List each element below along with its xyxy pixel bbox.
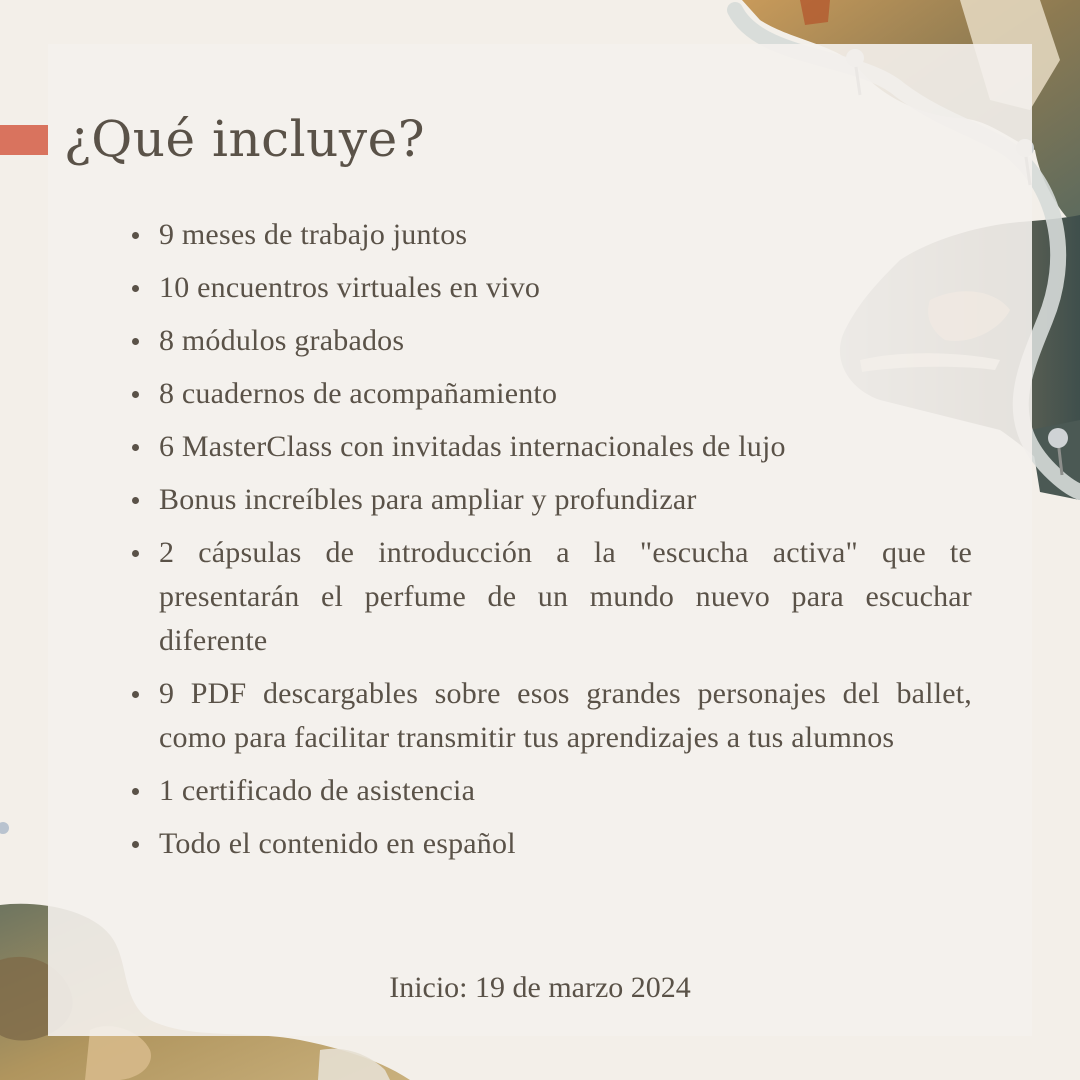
bullet-icon [132, 285, 139, 292]
list-item-text: 1 certificado de asistencia [159, 774, 476, 807]
list-item-text: 9 PDF descargables sobre esos grandes personajes del ballet, como para facilitar transmitir tus aprendizajes a tus alumnos [159, 677, 972, 754]
included-items-list [132, 213, 972, 875]
list-item-text: 8 módulos grabados [159, 324, 405, 357]
start-date: Inicio: 19 de marzo 2024 [389, 971, 691, 1004]
page-title: ¿Qué incluye? [64, 110, 426, 168]
bullet-icon [132, 550, 139, 557]
bullet-icon [132, 444, 139, 451]
bullet-icon [132, 841, 139, 848]
bullet-icon [132, 338, 139, 345]
list-item-text: 6 MasterClass con invitadas internacionales de lujo [159, 430, 786, 463]
list-item-text: 2 cápsulas de introducción a la "escucha activa" que te presentarán el perfume de un mundo nuevo para escuchar diferente [159, 536, 972, 657]
accent-bar [0, 125, 48, 155]
bullet-icon [132, 691, 139, 698]
list-item [132, 531, 972, 663]
list-item-text: 9 meses de trabajo juntos [159, 218, 468, 251]
bullet-icon [132, 232, 139, 239]
list-item [132, 672, 972, 760]
list-item-text: 8 cuadernos de acompañamiento [159, 377, 558, 410]
bullet-icon [132, 391, 139, 398]
list-item-text: 10 encuentros virtuales en vivo [159, 271, 541, 304]
list-item [132, 822, 972, 866]
list-item [132, 319, 972, 363]
list-item [132, 769, 972, 813]
bullet-icon [132, 497, 139, 504]
list-item-text: Bonus increíbles para ampliar y profundizar [159, 483, 697, 516]
list-item [132, 425, 972, 469]
list-item [132, 266, 972, 310]
list-item [132, 213, 972, 257]
list-item-text: Todo el contenido en español [159, 827, 516, 860]
list-item [132, 372, 972, 416]
bullet-icon [132, 788, 139, 795]
list-item [132, 478, 972, 522]
